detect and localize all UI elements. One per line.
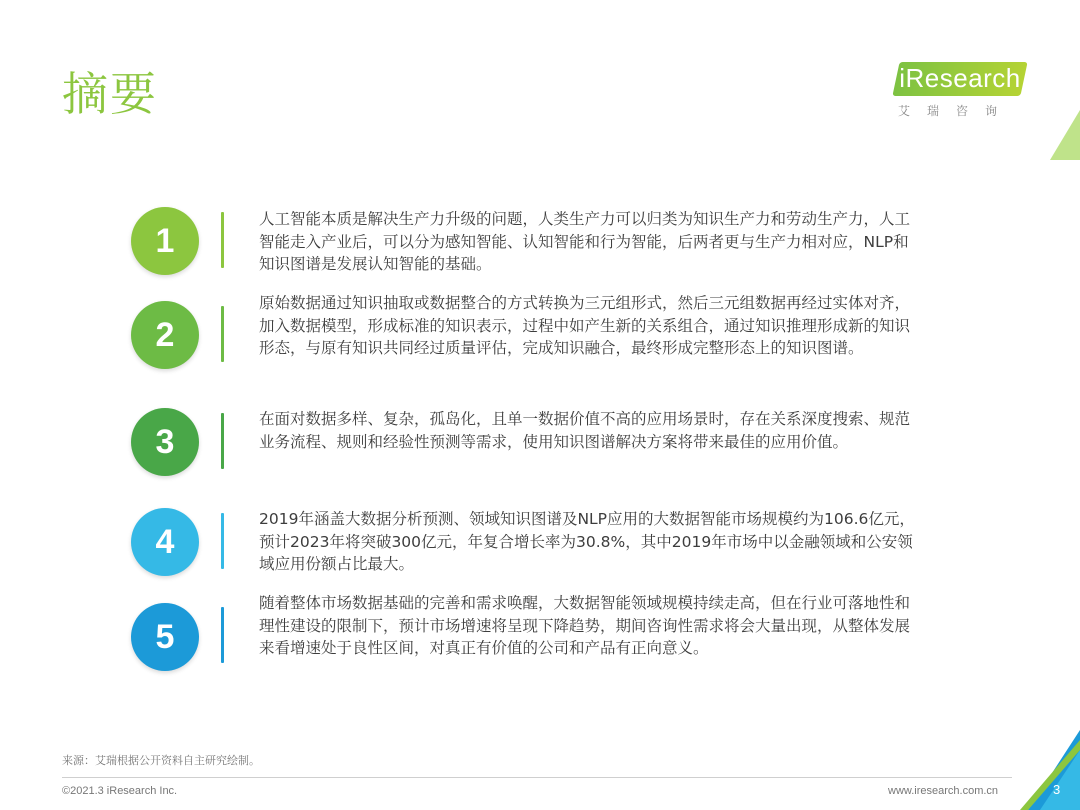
item-text: 在面对数据多样、复杂，孤岛化，且单一数据价值不高的应用场景时，存在关系深度搜索、规范业务流程、规则和经验性预测等需求，使用知识图谱解决方案将带来最佳的应用价值。 [259,410,911,451]
item-number-badge: 3 [131,408,199,476]
website-link[interactable]: www.iresearch.com.cn [888,785,999,797]
source-note: 来源：艾瑞根据公开资料自主研究绘制。 [62,754,260,767]
corner-decoration-bottom-right [1020,730,1080,810]
item-text: 人工智能本质是解决生产力升级的问题，人类生产力可以归类为知识生产力和劳动生产力，人工智能走入产业后，可以分为感知智能、认知智能和行为智能，后两者更与生产力相对应，NLP和知识图谱是发展认知智能的基础。 [259,210,911,273]
logo-wordmark: iResearch [899,63,1021,93]
item-number-badge: 5 [131,603,199,671]
item-divider-bar [221,306,224,362]
item-divider-bar [221,413,224,469]
item-text: 2019年涵盖大数据分析预测、领域知识图谱及NLP应用的大数据智能市场规模约为106.6亿元，预计2023年将突破300亿元，年复合增长率为30.8%，其中2019年市场中以金融领域和公安领域应用份额占比最大。 [259,510,915,573]
page-number: 3 [1053,782,1061,797]
footer-divider [62,777,1012,778]
item-text: 原始数据通过知识抽取或数据整合的方式转换为三元组形式，然后三元组数据再经过实体对齐，加入数据模型，形成标准的知识表示，过程中如产生新的关系组合，通过知识推理形成新的知识形态，与原有知识共同经过质量评估，完成知识融合，最终形成完整形态上的知识图谱。 [259,294,911,357]
item-divider-bar [221,607,224,663]
item-text: 随着整体市场数据基础的完善和需求唤醒，大数据智能领域规模持续走高，但在行业可落地性和理性建设的限制下，预计市场增速将呈现下降趋势，期间咨询性需求将会大量出现，从整体发展来看增速处于良性区间，对真正有价值的公司和产品有正向意义。 [259,594,911,657]
item-divider-bar [221,513,224,569]
item-number-badge: 4 [131,508,199,576]
page-title: 摘要 [62,67,158,121]
iresearch-logo [890,58,1030,128]
item-number-badge: 1 [131,207,199,275]
logo-subtitle: 艾瑞咨询 [898,104,1015,118]
copyright-text: ©2021.3 iResearch Inc. [62,785,178,797]
item-number-badge: 2 [131,301,199,369]
item-divider-bar [221,212,224,268]
